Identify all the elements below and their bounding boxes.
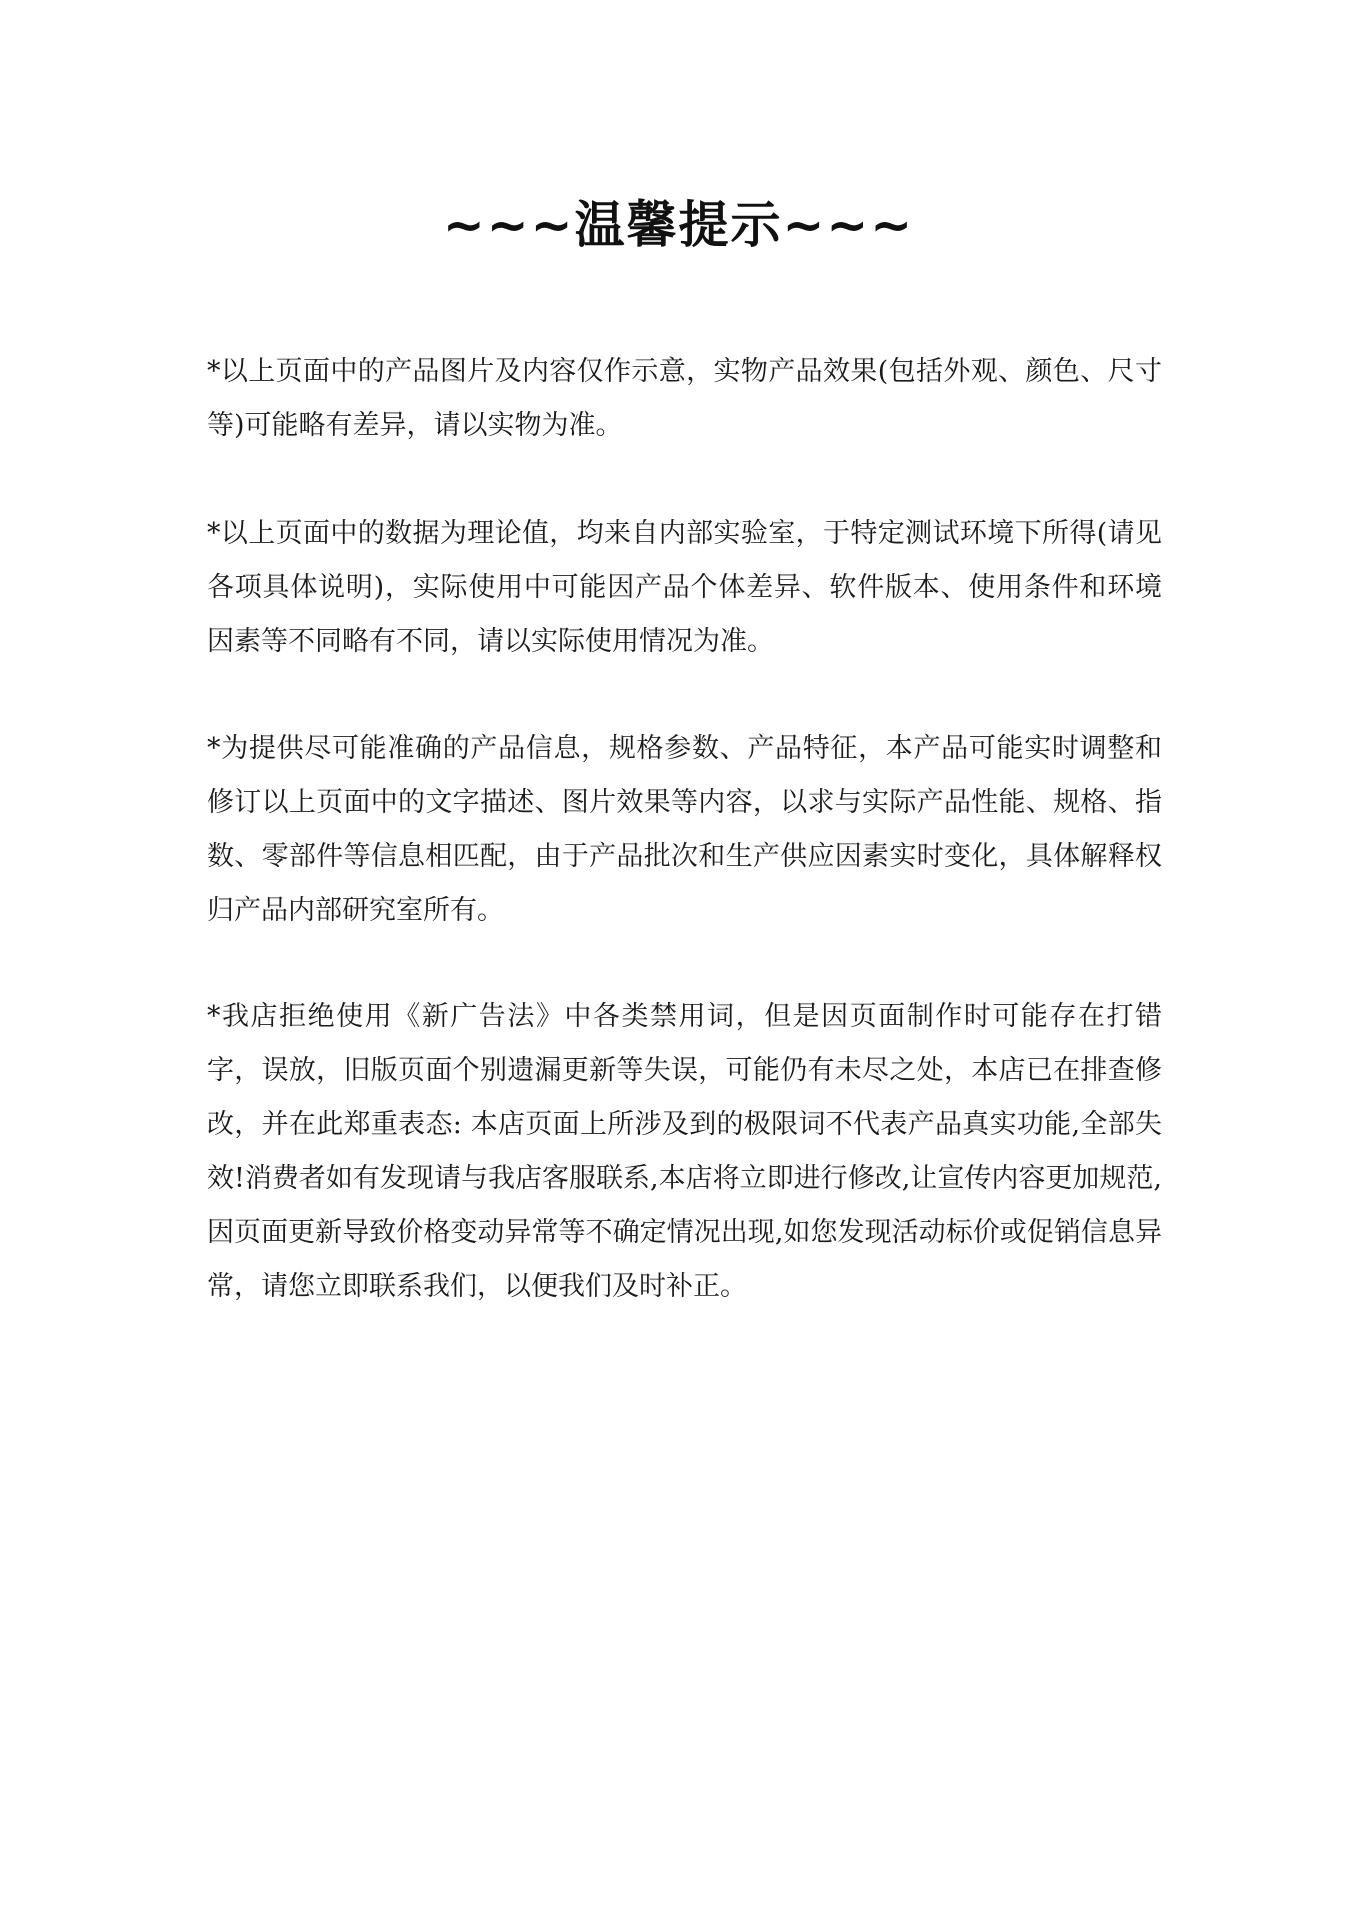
notice-paragraph-theoretical-data: *以上页面中的数据为理论值，均来自内部实验室，于特定测试环境下所得(请见各项具体说明)，实际使用中可能因产品个体差异、软件版本、使用条件和环境因素等不同略有不同，请以实际使用情况为准。 [207, 518, 1162, 657]
notice-paragraph-info-adjustment: *为提供尽可能准确的产品信息，规格参数、产品特征，本产品可能实时调整和修订以上页面中的文字描述、图片效果等内容，以求与实际产品性能、规格、指数、零部件等信息相匹配，由于产品批次和生产供应因素实时变化，具体解释权归产品内部研究室所有。 [207, 733, 1162, 926]
notice-paragraph-advertising-law: *我店拒绝使用《新广告法》中各类禁用词，但是因页面制作时可能存在打错字，误放，旧版页面个别遗漏更新等失误，可能仍有未尽之处，本店已在排查修改，并在此郑重表态: 本店页面上所涉及到的极限词不代表产品真实功能,全部失效!消费者如有发现请与我店客服联系,本店将立即进行修改,让宣传内容更加规范,因页面更新导致价格变动异常等不确定情况出现,如您发现活动标价或促销信息异常，请您立即联系我们，以便我们及时补正。 [207, 1001, 1162, 1302]
page-title: ~~~温馨提示~~~ [442, 196, 915, 254]
notice-paragraph-product-images: *以上页面中的产品图片及内容仅作示意，实物产品效果(包括外观、颜色、尺寸等)可能略有差异，请以实物为准。 [207, 356, 1162, 441]
